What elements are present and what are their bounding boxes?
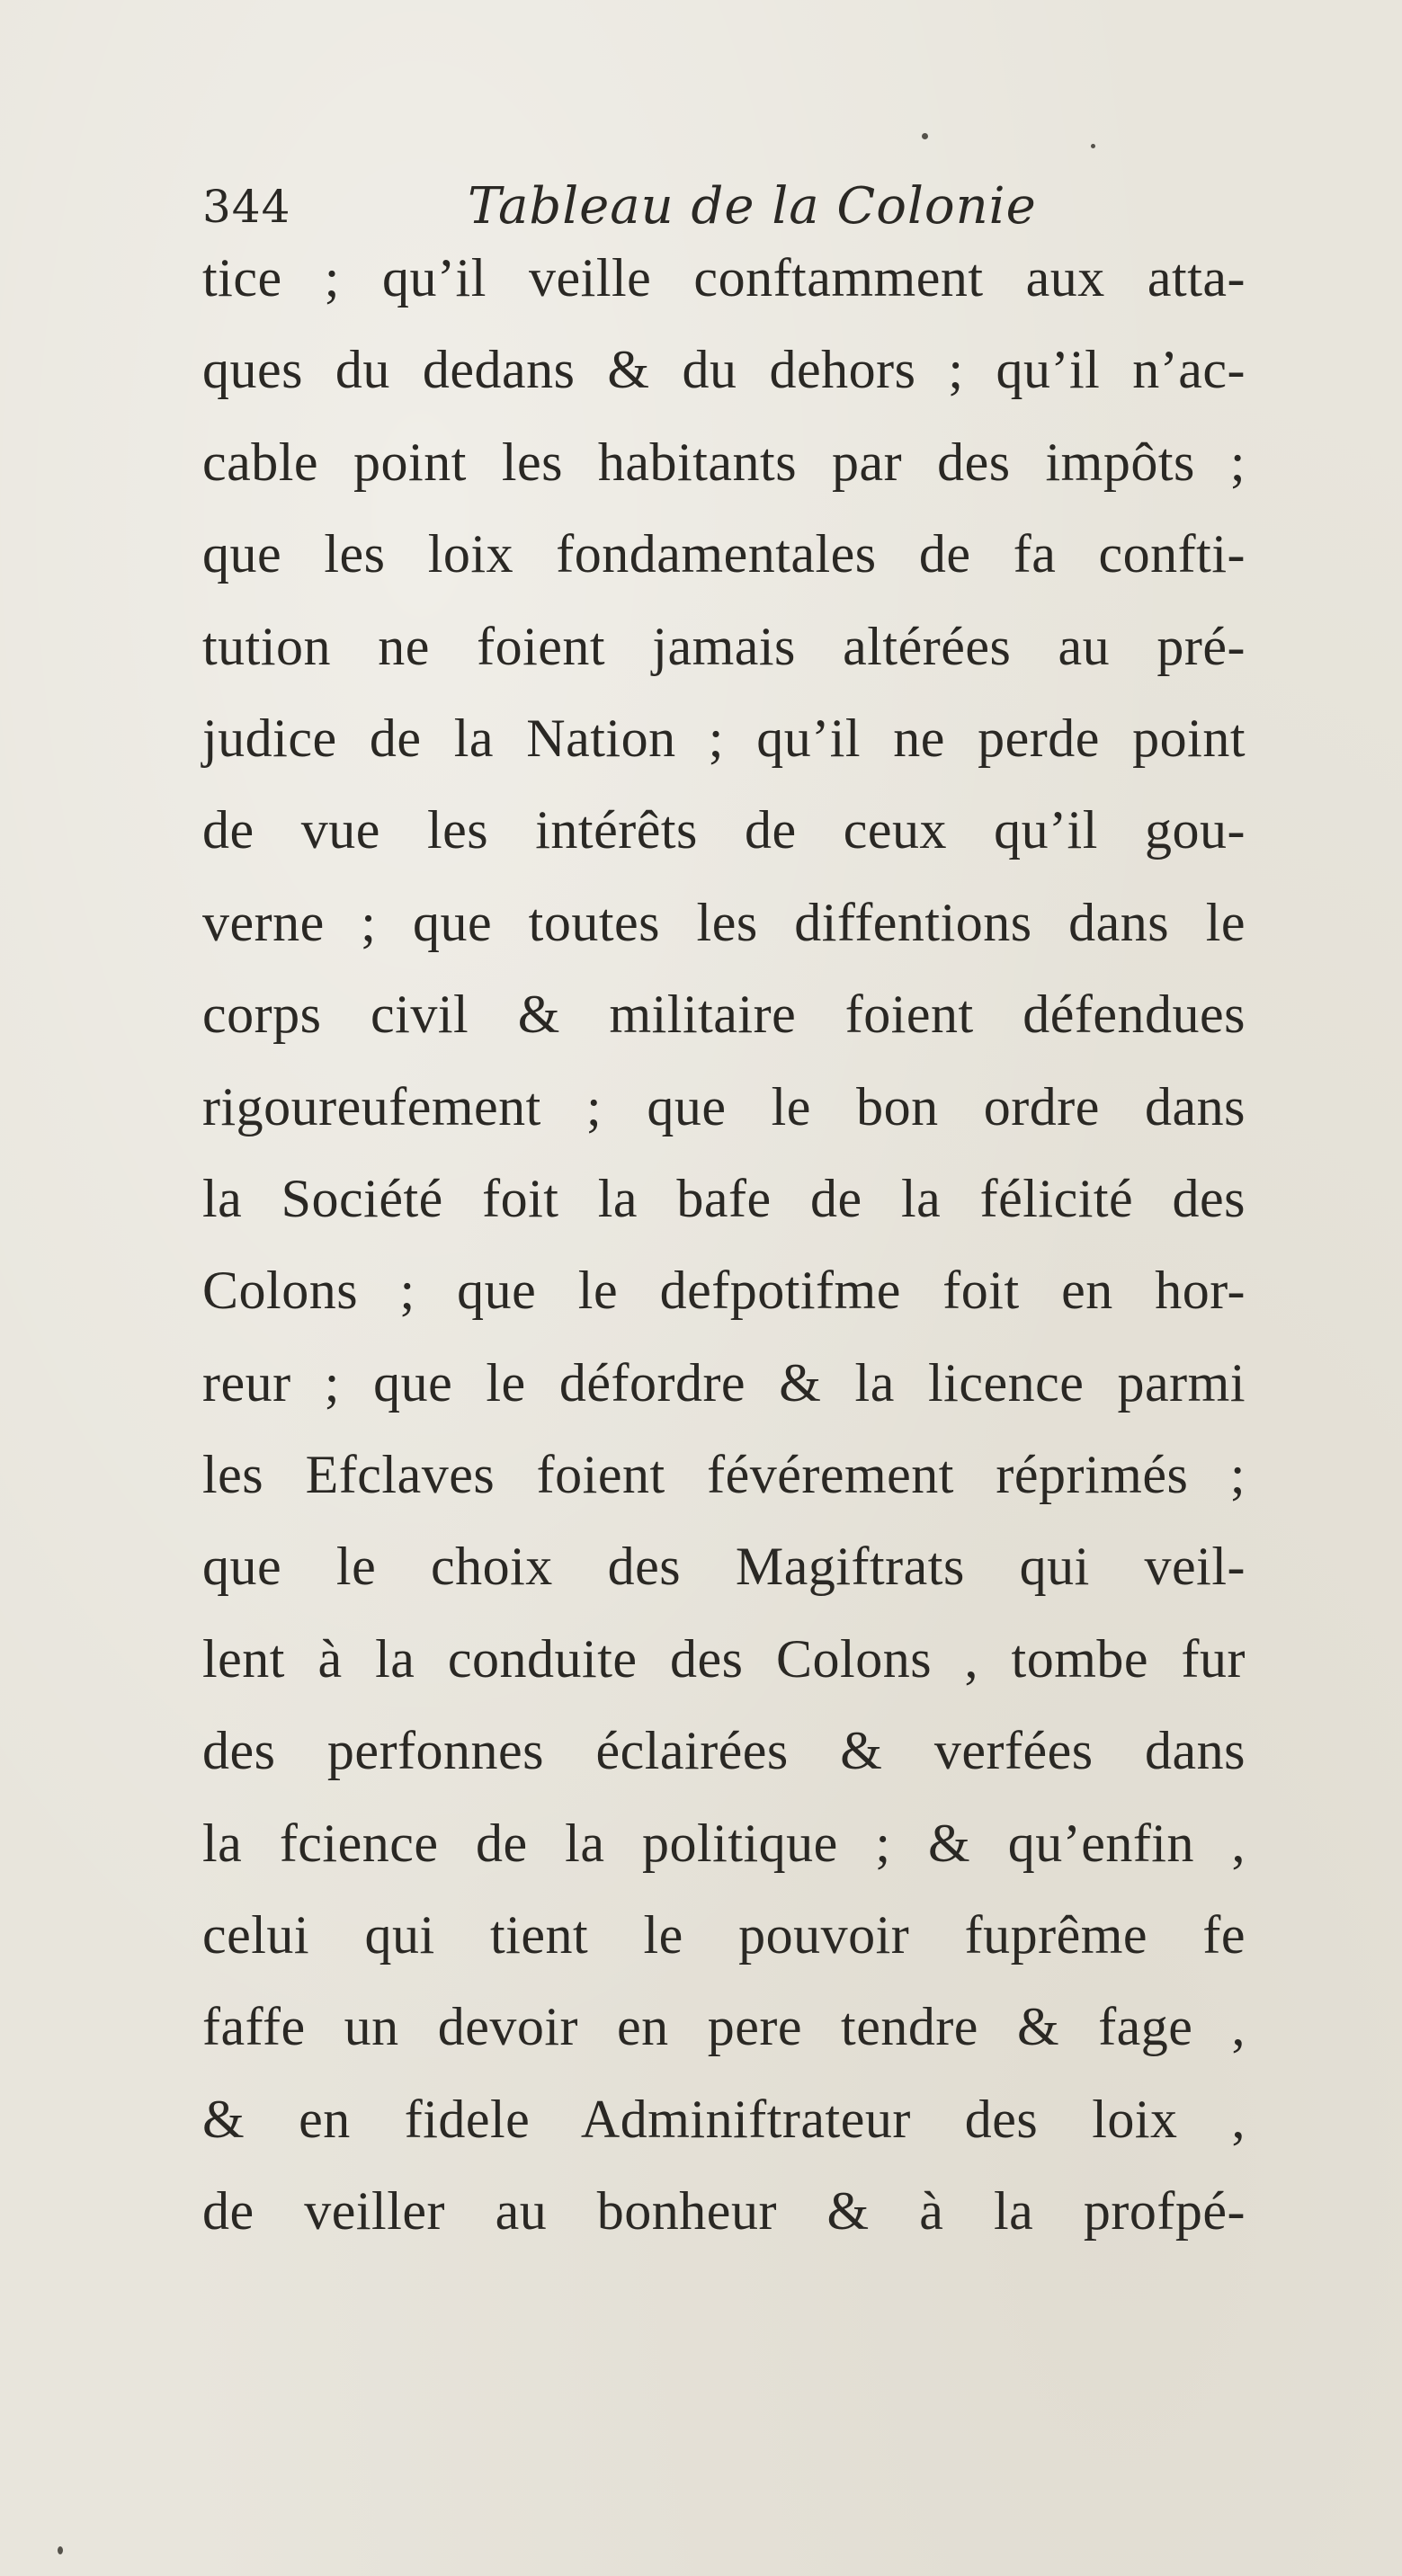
- text-line: cable point les habitants par des impôts ;: [202, 432, 1246, 492]
- text-line: que les loix fondamentales de fa confti-: [202, 524, 1246, 584]
- text-line: que le choix des Magiftrats qui veil-: [202, 1537, 1246, 1597]
- text-line: celui qui tient le pouvoir fuprême fe: [202, 1905, 1246, 1965]
- body-text: [202, 232, 1246, 2258]
- text-line: les Efclaves foient févérement réprimés ;: [202, 1445, 1246, 1505]
- text-line: ques du dedans & du dehors ; qu’il n’ac-: [202, 340, 1246, 400]
- text-line: faffe un devoir en pere tendre & fage ,: [202, 1997, 1246, 2057]
- text-line: la fcience de la politique ; & qu’enfin ,: [202, 1813, 1246, 1873]
- text-line: & en fidele Adminiftrateur des loix ,: [202, 2089, 1246, 2149]
- text-line: Colons ; que le defpotifme foit en hor-: [202, 1261, 1246, 1321]
- page-number: 344: [202, 181, 291, 233]
- text-line: lent à la conduite des Colons , tombe fur: [202, 1628, 1246, 1689]
- text-line: reur ; que le défordre & la licence parmi: [202, 1352, 1246, 1413]
- text-line: tution ne foient jamais altérées au pré-: [202, 616, 1246, 676]
- text-line: judice de la Nation ; qu’il ne perde point: [202, 708, 1246, 768]
- text-line: la Société foit la bafe de la félicité des: [202, 1168, 1246, 1228]
- paper-speck: [58, 2546, 63, 2554]
- running-title: Tableau de la Colonie: [468, 177, 1037, 236]
- text-line: de veiller au bonheur & à la profpé-: [202, 2181, 1246, 2242]
- text-line: rigoureufement ; que le bon ordre dans: [202, 1076, 1246, 1136]
- text-line: tice ; qu’il veille conftamment aux atta-: [202, 248, 1246, 308]
- paper-speck: [1091, 144, 1095, 148]
- text-line: des perfonnes éclairées & verfées dans: [202, 1721, 1246, 1781]
- text-line: corps civil & militaire foient défendues: [202, 985, 1246, 1045]
- text-line: verne ; que toutes les diffentions dans le: [202, 892, 1246, 952]
- paper-speck: [922, 133, 928, 139]
- text-line: de vue les intérêts de ceux qu’il gou-: [202, 800, 1246, 860]
